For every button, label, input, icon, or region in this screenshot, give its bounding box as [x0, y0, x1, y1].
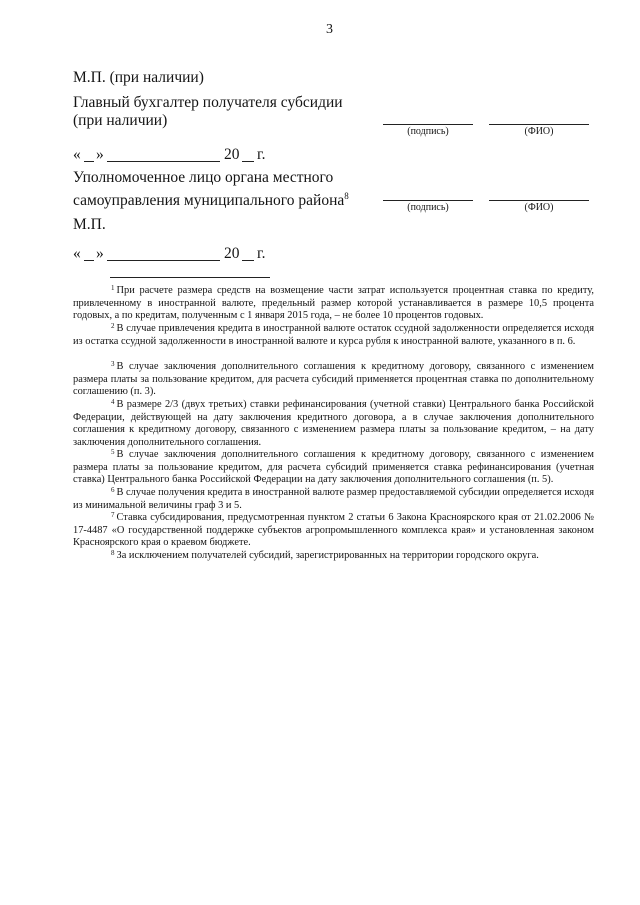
- official-label: Уполномоченное лицо органа местного: [73, 169, 334, 186]
- signature-caption: (подпись): [407, 202, 449, 213]
- footnote-text: В случае получения кредита в иностранной валюте размер предоставляемой субсидии определяется исходя из минимальной величины граф 3 и 5.: [73, 487, 594, 511]
- date-close-quote: »: [96, 245, 104, 262]
- signature-caption: (подпись): [407, 126, 449, 137]
- footnote-number: 7: [111, 511, 115, 519]
- official-label-2: [73, 187, 349, 210]
- date-year-line: [242, 260, 254, 261]
- date-day-line: [84, 260, 94, 261]
- footnote-text: За исключением получателей субсидий, зарегистрированных на территории городского округа.: [116, 550, 539, 561]
- chief-accountant-label: Главный бухгалтер получателя субсидии: [73, 94, 343, 111]
- footnote-4: [73, 396, 594, 449]
- date-open-quote: «: [73, 146, 81, 163]
- footnote-number: 6: [111, 486, 115, 494]
- date-year-prefix: 20: [224, 245, 240, 262]
- date-close-quote: »: [96, 146, 104, 163]
- date-month-line: [107, 161, 220, 162]
- footnote-ref-8: 8: [344, 191, 349, 201]
- date-open-quote: «: [73, 245, 81, 262]
- footnote-text: В размере 2/3 (двух третьих) ставки рефинансирования (учетной ставки) Центрального банка Российской Федерации, действующей на дату заключения кредитного договора, а в случае заключения дополнительного соглашения к кредитному договору, связанного с изменением размера платы за пользование кредитом, – на дату заключения дополнительного соглашения.: [73, 399, 594, 448]
- footnote-5: [73, 446, 594, 487]
- footnote-separator: [110, 277, 270, 278]
- footnote-8: [73, 547, 594, 563]
- signature-line: [383, 200, 473, 201]
- date-day-line: [84, 161, 94, 162]
- fio-caption: (ФИО): [524, 126, 554, 137]
- fio-line: [489, 200, 589, 201]
- footnote-number: 1: [111, 284, 115, 292]
- date-year-prefix: 20: [224, 146, 240, 163]
- footnote-7: [73, 509, 594, 550]
- date-year-line: [242, 161, 254, 162]
- footnote-2: [73, 320, 594, 348]
- chief-accountant-note: (при наличии): [73, 112, 168, 129]
- footnote-number: 2: [111, 322, 115, 330]
- footnote-number: 5: [111, 448, 115, 456]
- footnote-6: [73, 484, 594, 512]
- footnote-text: Ставка субсидирования, предусмотренная пунктом 2 статьи 6 Закона Красноярского края от 21.02.2006 № 17-4487 «О государственной поддержке субъектов агропромышленного комплекса края» и установленная законом Красноярского края о краевом бюджете.: [73, 512, 594, 549]
- footnote-3: [73, 358, 594, 399]
- seal-label: М.П. (при наличии): [73, 69, 204, 86]
- footnote-1: [73, 282, 594, 323]
- page-number: 3: [326, 22, 333, 37]
- footnote-text: В случае заключения дополнительного соглашения к кредитному договору, связанного с изменением размера платы за пользование кредитом, для расчета субсидий применяется процентная ставка по дополнительному соглашению (п. 3).: [73, 361, 594, 398]
- fio-line: [489, 124, 589, 125]
- footnote-text: В случае привлечения кредита в иностранной валюте остаток ссудной задолженности определяется исходя из остатка ссудной задолженности в иностранной валюте и курса рубля к иностранной валюте, указанного в п. 6.: [73, 323, 594, 347]
- seal-label-2: М.П.: [73, 216, 106, 233]
- date-month-line: [107, 260, 220, 261]
- fio-caption: (ФИО): [524, 202, 554, 213]
- official-label-text: самоуправления муниципального района: [73, 192, 345, 209]
- footnote-number: 4: [111, 398, 115, 406]
- signature-line: [383, 124, 473, 125]
- date-year-suffix: г.: [257, 245, 266, 262]
- footnote-number: 3: [111, 360, 115, 368]
- footnote-number: 8: [111, 549, 115, 557]
- date-year-suffix: г.: [257, 146, 266, 163]
- footnote-text: При расчете размера средств на возмещение части затрат используется процентная ставка по кредиту, привлеченному в иностранной валюте, предельный размер которой устанавливается в размере 10,5 процента годовых, а по кредитам, полученным с 1 января 2015 года, – не более 10 процентов годовых.: [73, 285, 594, 322]
- footnote-text: В случае заключения дополнительного соглашения к кредитному договору, связанного с изменением размера платы за пользование кредитом, для расчета субсидий применяется ставка рефинансирования (учетная ставка) Центрального банка Российской Федерации на дату заключения дополнительного соглашения (п. 5).: [73, 449, 594, 486]
